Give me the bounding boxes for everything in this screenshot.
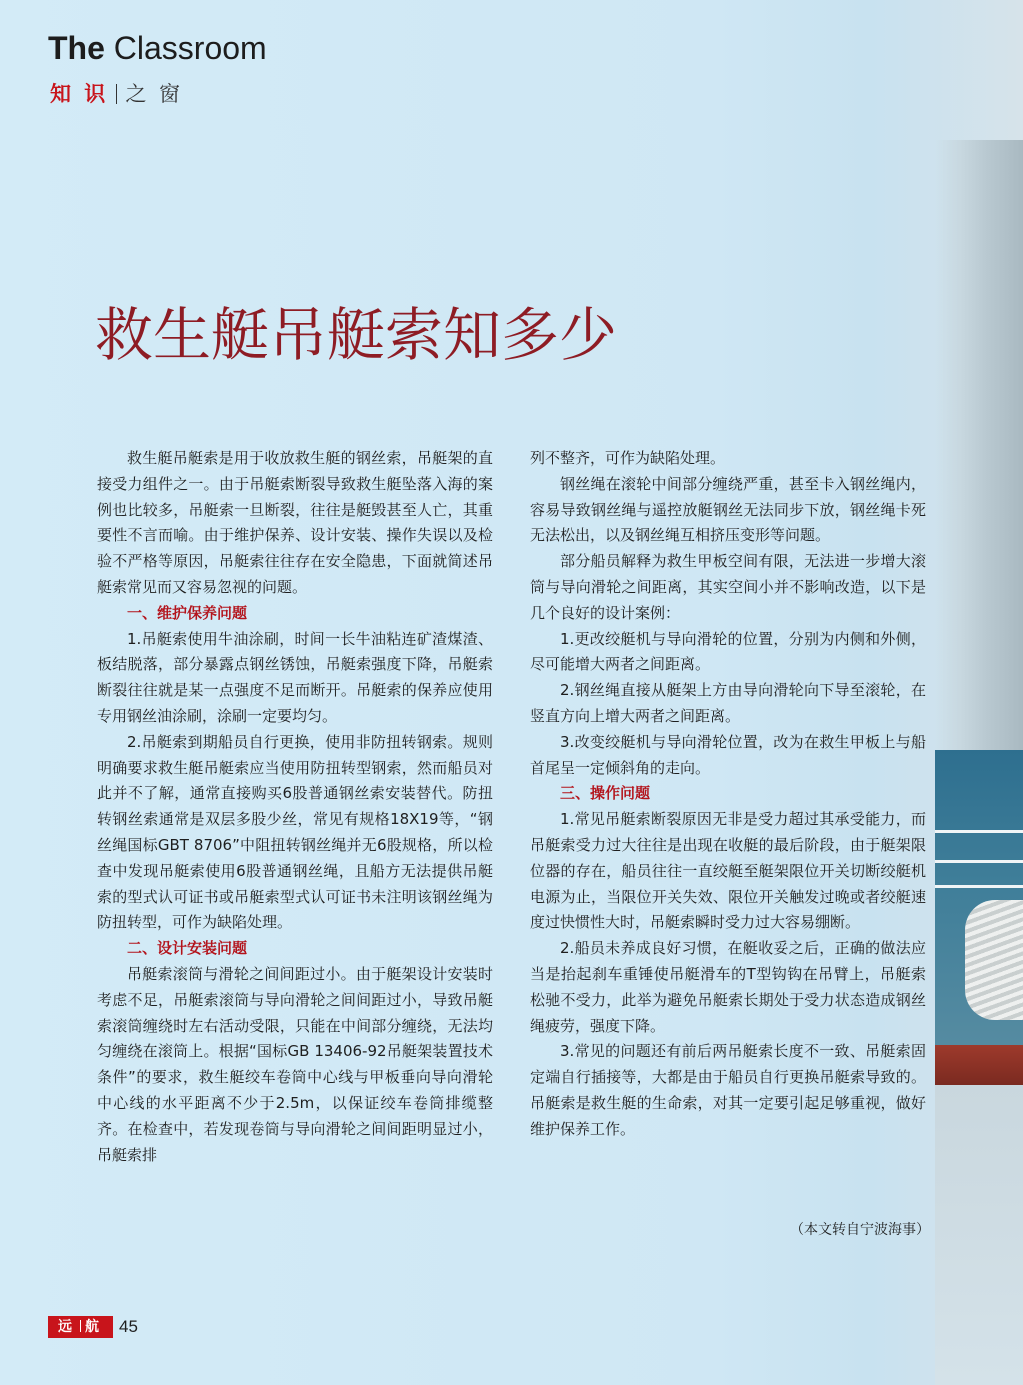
body-paragraph: 救生艇吊艇索是用于收放救生艇的钢丝索，吊艇架的直接受力组件之一。由于吊艇索断裂导致救生艇坠落入海的案例也比较多，吊艇索一旦断裂，往往是艇毁甚至人亡，其重要性不言而喻。由于维护保养、设计安装、操作失误以及检验不严格等原因，吊艇索往往存在安全隐患，下面就简述吊艇索常见而又容易忽视的问题。: [97, 449, 493, 596]
magazine-section-brand: [48, 30, 267, 67]
section-subtitle-dark: 之 窗: [125, 82, 183, 106]
brand-bold-word: The: [48, 30, 105, 66]
body-paragraph: 3.常见的问题还有前后两吊艇索长度不一致、吊艇索固定端自行插接等，大都是由于船员自行更换吊艇索导致的。吊艇索是救生艇的生命索，对其一定要引起足够重视，做好维护保养工作。: [530, 1042, 926, 1138]
body-paragraph: 2.钢丝绳直接从艇架上方由导向滑轮向下导至滚轮，在竖直方向上增大两者之间距离。: [530, 681, 926, 725]
photo-rope-coil: [965, 900, 1023, 1020]
page-footer: [48, 1316, 138, 1338]
body-paragraph: 1.吊艇索使用牛油涂刷，时间一长牛油粘连矿渣煤渣、板结脱落，部分暴露点钢丝锈蚀，吊艇索强度下降，吊艇索断裂往往就是某一点强度不足而断开。吊艇索的保养应使用专用钢丝油涂刷，涂刷一定要均匀。: [97, 629, 493, 725]
photo-railing: [935, 885, 1023, 888]
body-paragraph: 1.更改绞艇机与导向滑轮的位置，分别为内侧和外侧，尽可能增大两者之间距离。: [530, 629, 926, 674]
section-subtitle-divider: [116, 84, 117, 104]
body-paragraph: 部分船员解释为救生甲板空间有限，无法进一步增大滚筒与导向滑轮之间距离，其实空间小并不影响改造，以下是几个良好的设计案例：: [530, 552, 926, 622]
section-heading: 二、设计安装问题: [127, 939, 248, 958]
page-number: 45: [119, 1317, 138, 1336]
body-paragraph: 1.常见吊艇索断裂原因无非是受力超过其承受能力，而吊艇索受力过大往往是出现在收艇的最后阶段，由于艇架限位器的存在，船员往往一直绞艇至艇架限位开关切断绞艇机电源为止，当限位开关失效、限位开关触发过晚或者绞艇速度过快惯性大时，吊艇索瞬时受力过大容易绷断。: [530, 810, 926, 932]
section-subtitle-red: 知 识: [50, 82, 109, 106]
photo-railing: [935, 830, 1023, 833]
magazine-name-right: 航: [85, 1319, 103, 1335]
body-paragraph: 2.吊艇索到期船员自行更换，使用非防扭转钢索。规则明确要求救生艇吊艇索应当使用防扭转型钢索，然而船员对此并不了解，通常直接购买6股普通钢丝索安装替代。防扭转钢丝索通常是双层多股少丝，常见有规格18X19等，“钢丝绳国标GBT 8706”中阻扭转钢丝绳并无6股规格，所以检查中发现吊艇索使用6股普通钢丝绳，且船方无法提供吊艇索的型式认可证书或吊艇索型式认可证书未注明该钢丝绳为防扭转型，可作为缺陷处理。: [97, 732, 493, 932]
section-subtitle: [50, 78, 183, 108]
section-heading: 一、维护保养问题: [127, 603, 248, 622]
body-paragraph: 列不整齐，可作为缺陷处理。: [530, 449, 726, 467]
left-text-column: [97, 446, 493, 1168]
magazine-name-divider: [80, 1320, 81, 1332]
right-text-column: [530, 446, 926, 1143]
body-paragraph: 吊艇索滚筒与滑轮之间间距过小。由于艇架设计安装时考虑不足，吊艇索滚筒与导向滑轮之间间距过小，导致吊艇索滚筒缠绕时左右活动受限，只能在中间部分缠绕，无法均匀缠绕在滚筒上。根据“国标GB 13406-92吊艇架装置技术条件”的要求，救生艇绞车卷筒中心线与甲板垂向导向滑轮中心线的水平距离不少于2.5m，以保证绞车卷筒排缆整齐。在检查中，若发现卷筒与导向滑轮之间间距明显过小，吊艇索排: [97, 964, 493, 1164]
photo-railing: [935, 860, 1023, 863]
magazine-name-tag: [48, 1316, 113, 1338]
magazine-name-left: 远: [58, 1319, 76, 1335]
photo-red-hull: [935, 1045, 1023, 1085]
article-title: 救生艇吊艇索知多少: [95, 301, 618, 369]
body-paragraph: 3.改变绞艇机与导向滑轮位置，改为在救生甲板上与船首尾呈一定倾斜角的走向。: [530, 732, 926, 777]
article-source: （本文转自宁波海事）: [790, 1222, 930, 1238]
section-heading: 三、操作问题: [560, 784, 651, 803]
brand-light-word: Classroom: [113, 30, 267, 66]
body-paragraph: 钢丝绳在滚轮中间部分缠绕严重，甚至卡入钢丝绳内，容易导致钢丝绳与遥控放艇钢丝无法同步下放，钢丝绳卡死无法松出，以及钢丝绳互相挤压变形等问题。: [530, 474, 926, 545]
ship-deck-photo: [935, 140, 1023, 1385]
body-paragraph: 2.船员未养成良好习惯，在艇收妥之后，正确的做法应当是抬起刹车重锤使吊艇滑车的T型钩钩在吊臂上，吊艇索松驰不受力，此举为避免吊艇索长期处于受力状态造成钢丝绳疲劳，强度下降。: [530, 939, 926, 1035]
photo-lower-area: [935, 1085, 1023, 1385]
